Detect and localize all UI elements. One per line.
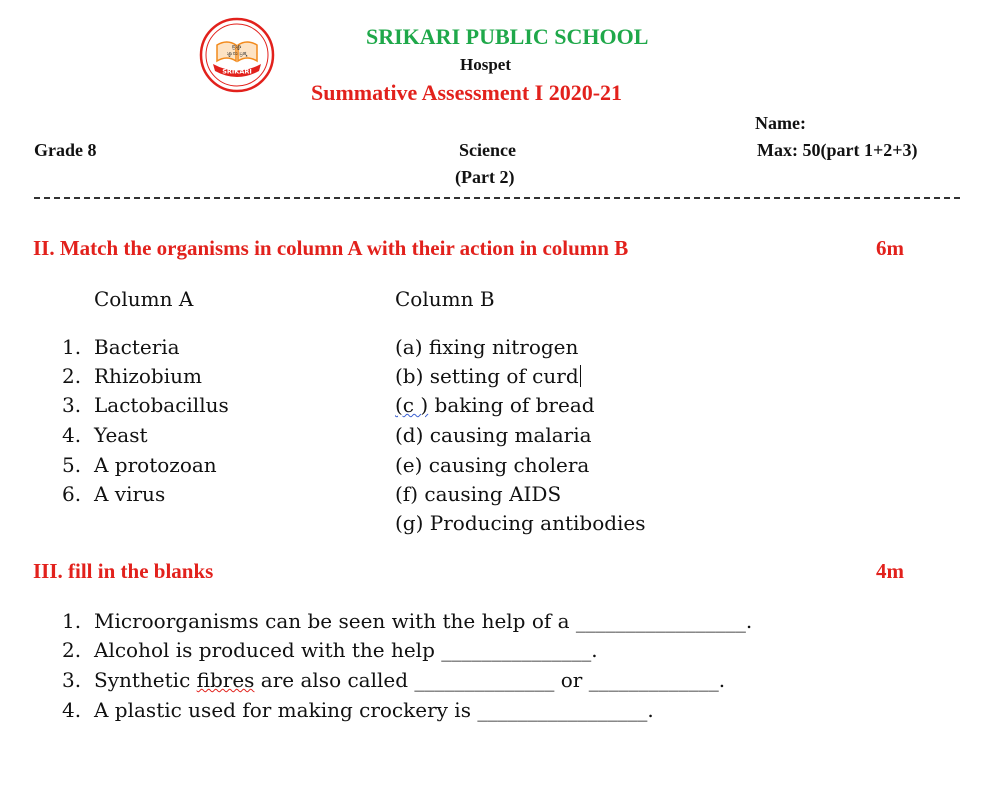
column-a-item: Lactobacillus <box>94 393 229 417</box>
list-number: 3. <box>62 668 82 692</box>
column-b-item: (g) Producing antibodies <box>395 511 646 535</box>
part-label: (Part 2) <box>455 167 515 187</box>
grade: Grade 8 <box>34 140 97 160</box>
logo-text-top: ಪ್ರಜ್ಞಾ <box>231 44 243 50</box>
subject: Science <box>459 140 516 160</box>
column-b-item <box>395 393 595 417</box>
column-b-item: (d) causing malaria <box>395 423 592 447</box>
column-b-item: (e) causing cholera <box>395 453 590 477</box>
column-a-item: Bacteria <box>94 335 180 359</box>
city: Hospet <box>460 55 511 74</box>
list-number: 3. <box>62 393 82 417</box>
list-number: 1. <box>62 335 82 359</box>
dashed-divider <box>34 197 960 199</box>
logo-text-mid: ಜ್ಞಾನಂ ಬ್ರಹ್ಮ <box>226 51 248 57</box>
column-b-item: (a) fixing nitrogen <box>395 335 579 359</box>
column-a-item: Rhizobium <box>94 364 202 388</box>
list-number: 6. <box>62 482 82 506</box>
blank-question-text: Synthetic <box>94 668 197 692</box>
name-label: Name: <box>755 113 806 133</box>
section2-title: II. Match the organisms in column A with their action in column B <box>33 236 629 260</box>
section3-title: III. fill in the blanks <box>33 559 214 583</box>
column-b-item-text: (b) setting of curd <box>395 364 579 388</box>
spellcheck-underline: fibres <box>196 668 255 692</box>
column-b-item <box>395 364 581 388</box>
max-marks: Max: 50(part 1+2+3) <box>757 140 918 160</box>
column-b-item: (f) causing AIDS <box>395 482 562 506</box>
column-a-item: A protozoan <box>94 453 217 477</box>
blank-question: Alcohol is produced with the help _______________. <box>94 638 598 662</box>
school-logo <box>199 17 275 93</box>
column-b-header: Column B <box>395 287 495 311</box>
column-a-header: Column A <box>94 287 194 311</box>
blank-question-text: are also called ______________ or _____________. <box>254 668 726 692</box>
list-number: 5. <box>62 453 82 477</box>
blank-question: Microorganisms can be seen with the help of a _________________. <box>94 609 753 633</box>
list-number: 4. <box>62 698 82 722</box>
column-a-item: A virus <box>94 482 166 506</box>
list-number: 2. <box>62 638 82 662</box>
logo-ribbon-text: SRIKARI <box>222 67 252 76</box>
blank-question: A plastic used for making crockery is _________________. <box>94 698 654 722</box>
school-name: SRIKARI PUBLIC SCHOOL <box>366 24 649 49</box>
list-number: 4. <box>62 423 82 447</box>
blank-question <box>94 668 725 692</box>
section2-marks: 6m <box>876 236 904 260</box>
column-a-item: Yeast <box>94 423 148 447</box>
column-b-item-text: baking of bread <box>428 393 595 417</box>
list-number: 1. <box>62 609 82 633</box>
text-cursor <box>580 365 581 387</box>
exam-title: Summative Assessment I 2020-21 <box>311 80 623 105</box>
spellcheck-underline: (c ) <box>395 393 429 417</box>
section3-marks: 4m <box>876 559 904 583</box>
list-number: 2. <box>62 364 82 388</box>
